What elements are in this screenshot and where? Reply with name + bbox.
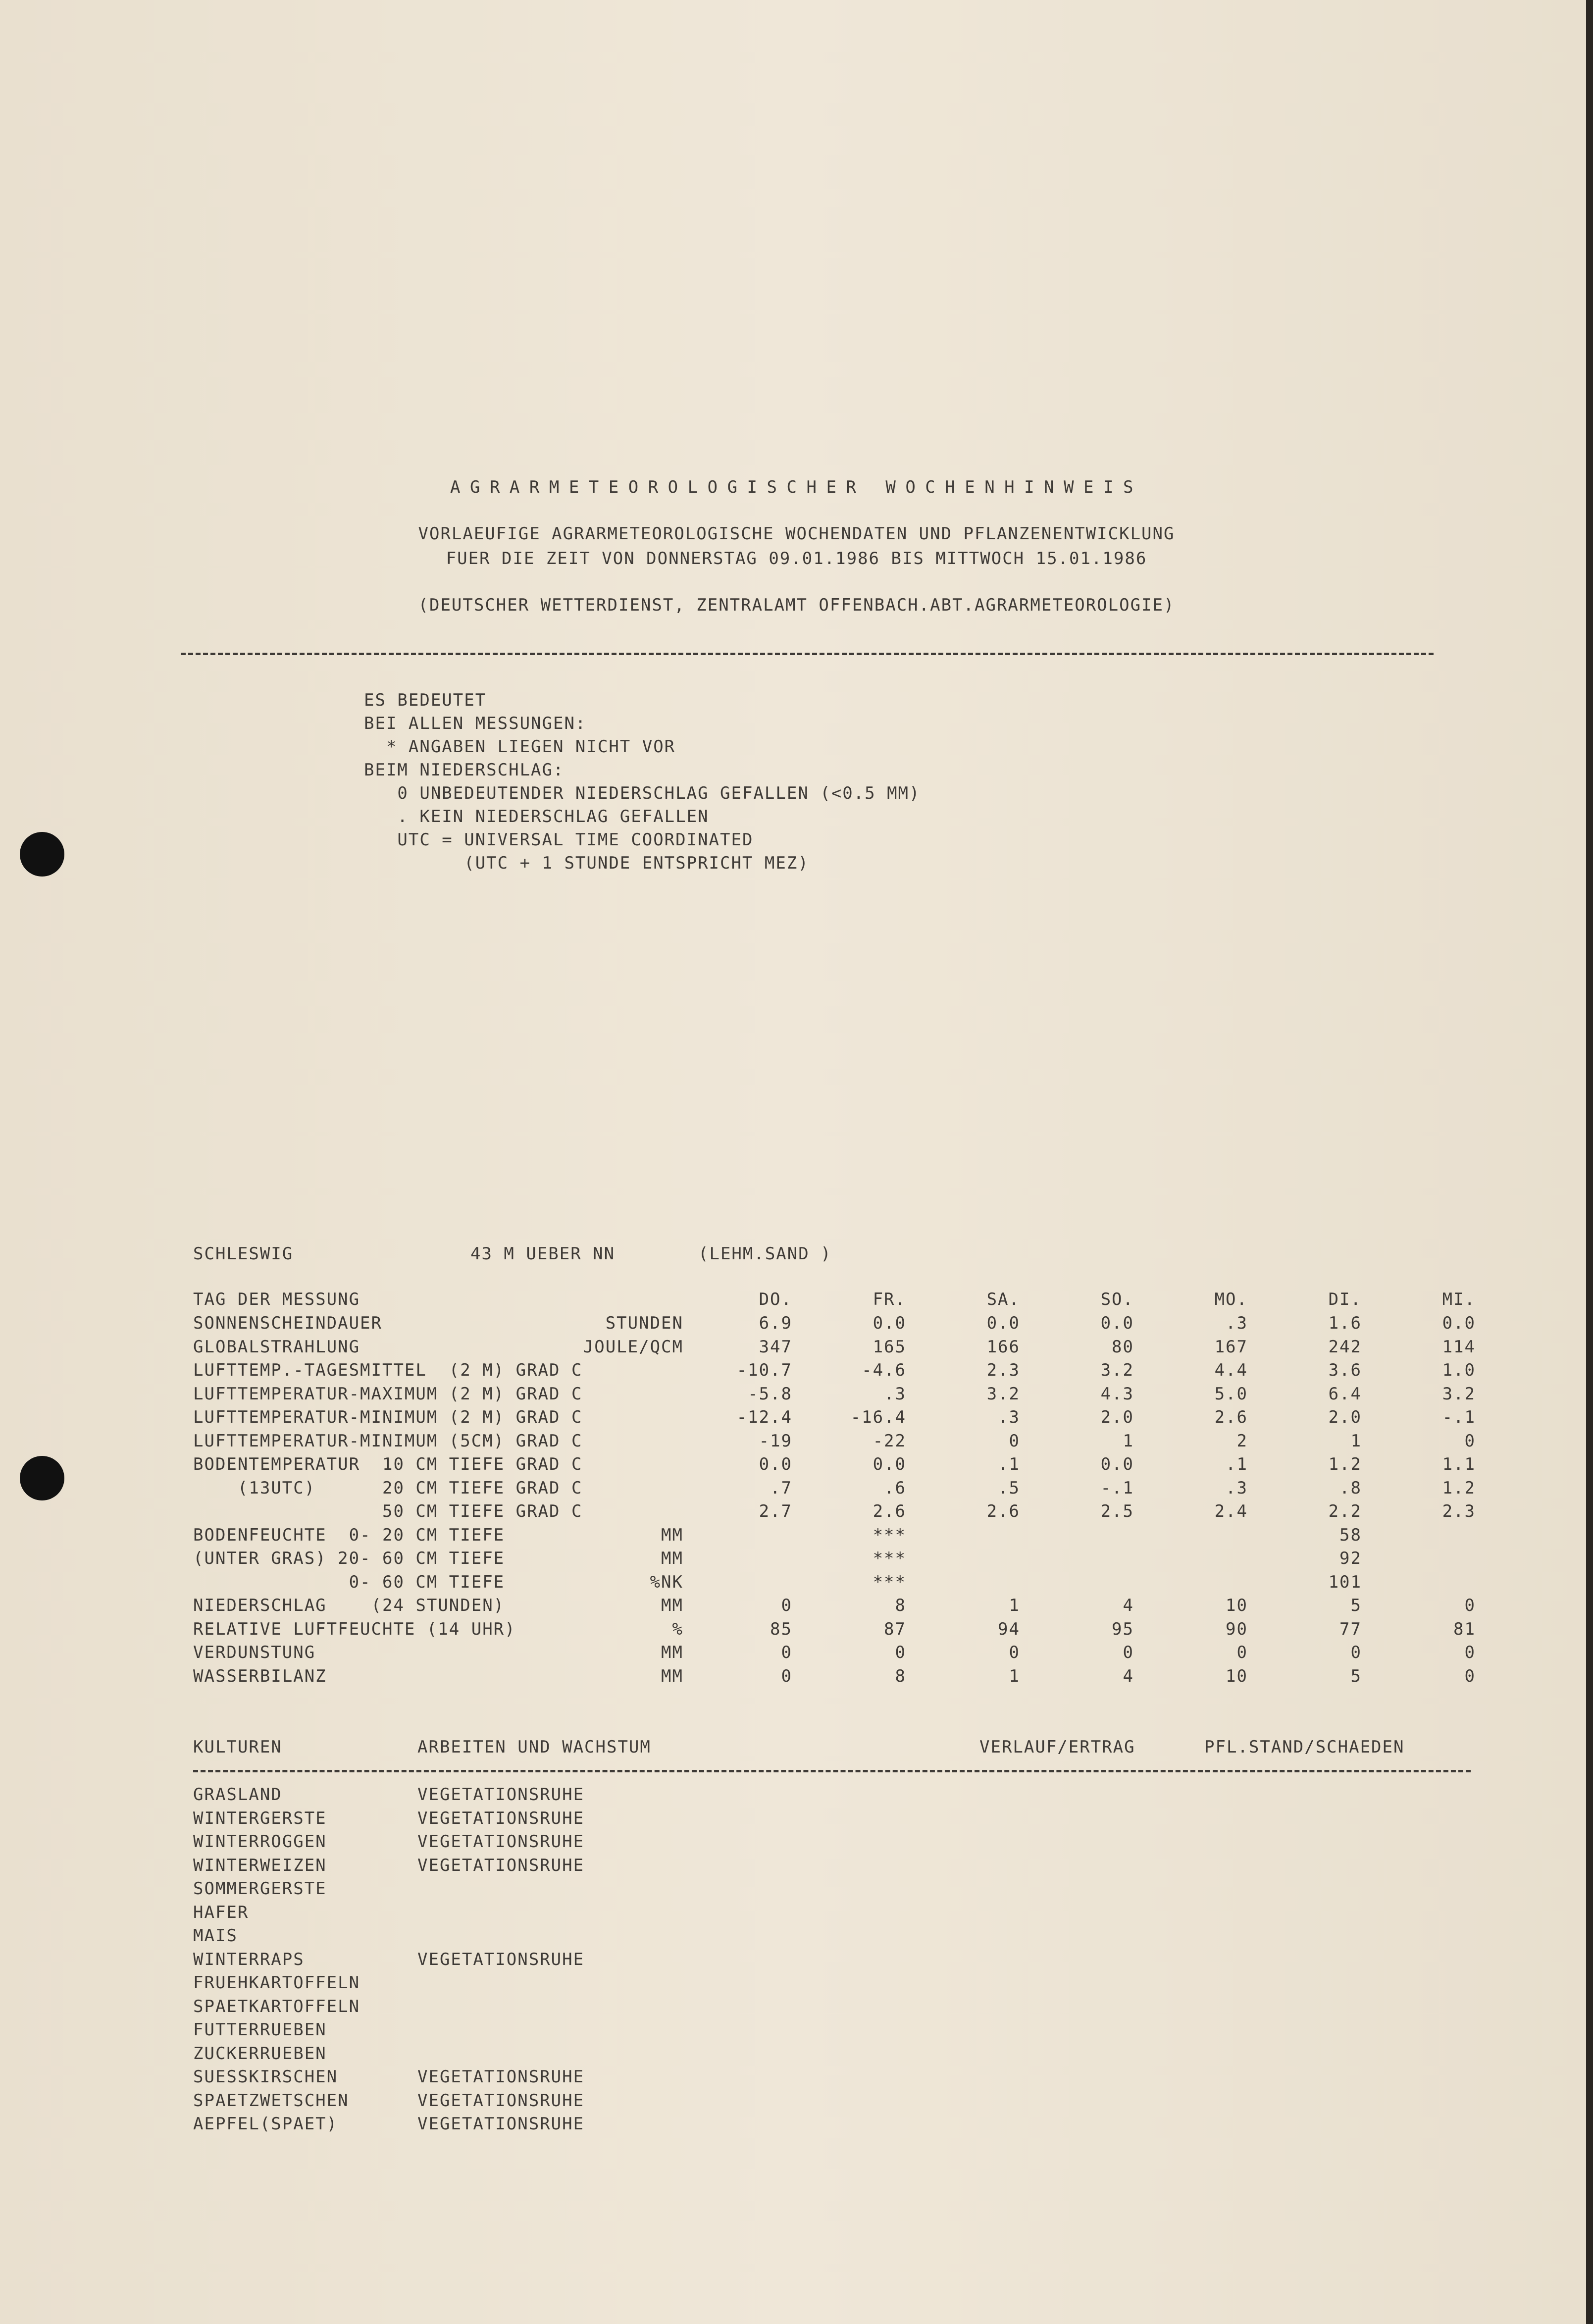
legend-line: . KEIN NIEDERSCHLAG GEFALLEN bbox=[364, 807, 709, 826]
crops-divider bbox=[193, 1770, 1471, 1772]
table-cell: 92 bbox=[1339, 1549, 1362, 1568]
legend-line: UTC = UNIVERSAL TIME COORDINATED bbox=[364, 830, 754, 850]
table-cell: 1 bbox=[1350, 1431, 1362, 1451]
table-cell: 2.3 bbox=[986, 1360, 1020, 1380]
list-item bbox=[0, 2042, 1593, 2066]
crop-status: VEGETATIONSRUHE bbox=[417, 2114, 585, 2134]
row-unit: JOULE/QCM bbox=[583, 1337, 683, 1357]
table-cell: 1.2 bbox=[1328, 1454, 1362, 1474]
row-label: BODENFEUCHTE 0- 20 CM TIEFE bbox=[193, 1525, 505, 1545]
crop-name: MAIS bbox=[193, 1926, 238, 1946]
table-cell: 80 bbox=[1112, 1337, 1134, 1357]
table-cell: 165 bbox=[873, 1337, 906, 1357]
table-row bbox=[0, 1641, 1593, 1664]
legend-line: BEI ALLEN MESSUNGEN: bbox=[364, 714, 587, 733]
table-cell: -10.7 bbox=[736, 1360, 792, 1380]
row-unit: STUNDEN bbox=[605, 1313, 683, 1333]
table-cell: 0 bbox=[781, 1643, 792, 1662]
table-cell: 2.2 bbox=[1328, 1501, 1362, 1521]
list-item bbox=[0, 1854, 1593, 1877]
table-cell: 0.0 bbox=[1442, 1313, 1476, 1333]
table-cell: .8 bbox=[1339, 1478, 1362, 1498]
row-label: 50 CM TIEFE GRAD C bbox=[193, 1501, 583, 1521]
table-cell: 0 bbox=[1009, 1643, 1020, 1662]
table-cell: 10 bbox=[1226, 1596, 1248, 1615]
table-cell: 1.0 bbox=[1442, 1360, 1476, 1380]
day-header: MO. bbox=[1214, 1290, 1248, 1309]
header-divider bbox=[181, 653, 1434, 655]
table-cell: 4.4 bbox=[1214, 1360, 1248, 1380]
legend-line: * ANGABEN LIEGEN NICHT VOR bbox=[364, 737, 676, 757]
list-item bbox=[0, 1924, 1593, 1948]
legend-line: 0 UNBEDEUTENDER NIEDERSCHLAG GEFALLEN (<0.5 MM) bbox=[364, 783, 921, 803]
table-cell: 167 bbox=[1214, 1337, 1248, 1357]
table-cell: 87 bbox=[884, 1619, 906, 1639]
crop-name: WINTERRAPS bbox=[193, 1949, 305, 1969]
table-cell: 3.2 bbox=[1100, 1360, 1134, 1380]
table-cell: 2.3 bbox=[1442, 1501, 1476, 1521]
crop-name: FUTTERRUEBEN bbox=[193, 2020, 327, 2040]
legend-line: BEIM NIEDERSCHLAG: bbox=[364, 760, 565, 780]
table-cell: -.1 bbox=[1442, 1407, 1476, 1427]
table-cell: 0 bbox=[1464, 1431, 1476, 1451]
table-cell: 0 bbox=[1009, 1431, 1020, 1451]
col-crop-header: KULTUREN bbox=[193, 1737, 282, 1757]
table-cell: 0.0 bbox=[759, 1454, 792, 1474]
list-item bbox=[0, 1971, 1593, 1995]
table-cell: 0.0 bbox=[986, 1313, 1020, 1333]
table-cell: 10 bbox=[1226, 1666, 1248, 1686]
table-cell: 2.0 bbox=[1100, 1407, 1134, 1427]
col-work-header: ARBEITEN UND WACHSTUM bbox=[417, 1737, 651, 1757]
table-cell: -16.4 bbox=[850, 1407, 906, 1427]
table-cell: 77 bbox=[1339, 1619, 1362, 1639]
table-cell: 0 bbox=[1123, 1643, 1134, 1662]
table-cell: 5 bbox=[1350, 1596, 1362, 1615]
table-cell: .6 bbox=[884, 1478, 906, 1498]
report-period: FUER DIE ZEIT VON DONNERSTAG 09.01.1986 BIS MITTWOCH 15.01.1986 bbox=[446, 549, 1147, 568]
table-cell: .5 bbox=[998, 1478, 1020, 1498]
table-cell: 2.6 bbox=[1214, 1407, 1248, 1427]
list-item bbox=[0, 1995, 1593, 2018]
table-cell: 85 bbox=[770, 1619, 792, 1639]
crop-status: VEGETATIONSRUHE bbox=[417, 1949, 585, 1969]
list-item bbox=[0, 2112, 1593, 2136]
list-item bbox=[0, 2065, 1593, 2089]
row-label: VERDUNSTUNG bbox=[193, 1643, 316, 1662]
table-cell: .7 bbox=[770, 1478, 792, 1498]
report-title: AGRARMETEOROLOGISCHER WOCHENHINWEIS bbox=[450, 477, 1143, 497]
table-cell: .1 bbox=[1226, 1454, 1248, 1474]
table-cell: *** bbox=[873, 1572, 906, 1592]
table-cell: .1 bbox=[998, 1454, 1020, 1474]
table-cell: 1 bbox=[1123, 1431, 1134, 1451]
table-row bbox=[0, 1452, 1593, 1476]
table-cell: 242 bbox=[1328, 1337, 1362, 1357]
table-cell: 0 bbox=[781, 1596, 792, 1615]
crop-name: WINTERWEIZEN bbox=[193, 1855, 327, 1875]
crop-name: WINTERGERSTE bbox=[193, 1808, 327, 1828]
table-cell: 166 bbox=[986, 1337, 1020, 1357]
list-item bbox=[0, 2089, 1593, 2113]
crop-name: WINTERROGGEN bbox=[193, 1832, 327, 1852]
list-item bbox=[0, 1948, 1593, 1971]
day-header: SO. bbox=[1100, 1290, 1134, 1309]
table-cell: 0.0 bbox=[873, 1313, 906, 1333]
table-cell: 347 bbox=[759, 1337, 792, 1357]
table-cell: 3.2 bbox=[986, 1384, 1020, 1404]
legend-line: ES BEDEUTET bbox=[364, 690, 487, 710]
table-cell: 0 bbox=[1464, 1643, 1476, 1662]
table-cell: .3 bbox=[998, 1407, 1020, 1427]
table-row bbox=[0, 1547, 1593, 1570]
crop-status: VEGETATIONSRUHE bbox=[417, 2067, 585, 2087]
table-cell: 1 bbox=[1009, 1666, 1020, 1686]
table-cell: 0.0 bbox=[1100, 1313, 1134, 1333]
table-row bbox=[0, 1335, 1593, 1359]
row-unit: %NK bbox=[650, 1572, 683, 1592]
row-label: (13UTC) 20 CM TIEFE GRAD C bbox=[193, 1478, 583, 1498]
table-cell: 6.4 bbox=[1328, 1384, 1362, 1404]
table-cell: 8 bbox=[895, 1596, 906, 1615]
table-cell: 3.2 bbox=[1442, 1384, 1476, 1404]
table-row bbox=[0, 1429, 1593, 1453]
table-row bbox=[0, 1311, 1593, 1335]
row-unit: MM bbox=[661, 1596, 683, 1615]
crop-status: VEGETATIONSRUHE bbox=[417, 1832, 585, 1852]
table-cell: 114 bbox=[1442, 1337, 1476, 1357]
table-row bbox=[0, 1382, 1593, 1406]
table-cell: 2 bbox=[1236, 1431, 1248, 1451]
list-item bbox=[0, 1877, 1593, 1901]
table-cell: -5.8 bbox=[748, 1384, 792, 1404]
table-row bbox=[0, 1594, 1593, 1617]
row-label: 0- 60 CM TIEFE bbox=[193, 1572, 505, 1592]
crop-status: VEGETATIONSRUHE bbox=[417, 1808, 585, 1828]
table-cell: 94 bbox=[998, 1619, 1020, 1639]
table-cell: -22 bbox=[873, 1431, 906, 1451]
table-cell: 81 bbox=[1453, 1619, 1476, 1639]
table-cell: -4.6 bbox=[862, 1360, 906, 1380]
table-cell: 1 bbox=[1009, 1596, 1020, 1615]
table-header-row bbox=[0, 1288, 1593, 1311]
table-cell: 0 bbox=[1350, 1643, 1362, 1662]
list-item bbox=[0, 1830, 1593, 1854]
table-cell: 1.1 bbox=[1442, 1454, 1476, 1474]
table-cell: 0 bbox=[1236, 1643, 1248, 1662]
day-label: TAG DER MESSUNG bbox=[193, 1290, 360, 1309]
list-item bbox=[0, 1807, 1593, 1830]
table-cell: 4.3 bbox=[1100, 1384, 1134, 1404]
table-cell: 3.6 bbox=[1328, 1360, 1362, 1380]
crop-name: SPAETKARTOFFELN bbox=[193, 1996, 360, 2016]
row-label: SONNENSCHEINDAUER bbox=[193, 1313, 382, 1333]
col-status-header: PFL.STAND/SCHAEDEN bbox=[1204, 1737, 1405, 1757]
table-cell: 1.6 bbox=[1328, 1313, 1362, 1333]
table-cell: 4 bbox=[1123, 1596, 1134, 1615]
row-label: WASSERBILANZ bbox=[193, 1666, 327, 1686]
crops-header-row bbox=[0, 1735, 1593, 1759]
row-label: GLOBALSTRAHLUNG bbox=[193, 1337, 360, 1357]
table-cell: 4 bbox=[1123, 1666, 1134, 1686]
table-cell: 2.0 bbox=[1328, 1407, 1362, 1427]
table-cell: *** bbox=[873, 1525, 906, 1545]
day-header: FR. bbox=[873, 1290, 906, 1309]
crop-status: VEGETATIONSRUHE bbox=[417, 1855, 585, 1875]
table-cell: 1.2 bbox=[1442, 1478, 1476, 1498]
crop-name: SOMMERGERSTE bbox=[193, 1879, 327, 1899]
crop-name: FRUEHKARTOFFELN bbox=[193, 1973, 360, 1993]
table-row bbox=[0, 1499, 1593, 1523]
row-label: LUFTTEMPERATUR-MINIMUM (5CM) GRAD C bbox=[193, 1431, 583, 1451]
table-cell: 6.9 bbox=[759, 1313, 792, 1333]
table-row bbox=[0, 1617, 1593, 1641]
row-label: BODENTEMPERATUR 10 CM TIEFE GRAD C bbox=[193, 1454, 583, 1474]
crop-status: VEGETATIONSRUHE bbox=[417, 1785, 585, 1805]
crop-name: AEPFEL(SPAET) bbox=[193, 2114, 338, 2134]
day-header: DO. bbox=[759, 1290, 792, 1309]
crop-name: SPAETZWETSCHEN bbox=[193, 2090, 349, 2111]
table-cell: 2.6 bbox=[873, 1501, 906, 1521]
punch-hole-top bbox=[20, 832, 64, 877]
crop-status: VEGETATIONSRUHE bbox=[417, 2090, 585, 2111]
table-cell: 8 bbox=[895, 1666, 906, 1686]
table-cell: 58 bbox=[1339, 1525, 1362, 1545]
table-cell: 2.7 bbox=[759, 1501, 792, 1521]
station-elevation: 43 M UEBER NN bbox=[470, 1244, 616, 1264]
table-cell: 0.0 bbox=[873, 1454, 906, 1474]
table-cell: *** bbox=[873, 1549, 906, 1568]
table-cell: 101 bbox=[1328, 1572, 1362, 1592]
row-unit: MM bbox=[661, 1666, 683, 1686]
row-unit: MM bbox=[661, 1643, 683, 1662]
table-cell: 2.4 bbox=[1214, 1501, 1248, 1521]
row-label: RELATIVE LUFTFEUCHTE (14 UHR) bbox=[193, 1619, 516, 1639]
list-item bbox=[0, 1783, 1593, 1807]
day-header: MI. bbox=[1442, 1290, 1476, 1309]
table-row bbox=[0, 1523, 1593, 1547]
row-label: LUFTTEMPERATUR-MAXIMUM (2 M) GRAD C bbox=[193, 1384, 583, 1404]
row-label: LUFTTEMP.-TAGESMITTEL (2 M) GRAD C bbox=[193, 1360, 583, 1380]
row-label: (UNTER GRAS) 20- 60 CM TIEFE bbox=[193, 1549, 505, 1568]
table-row bbox=[0, 1358, 1593, 1382]
table-row bbox=[0, 1570, 1593, 1594]
table-row bbox=[0, 1405, 1593, 1429]
table-cell: -12.4 bbox=[736, 1407, 792, 1427]
table-cell: -19 bbox=[759, 1431, 792, 1451]
table-cell: .3 bbox=[1226, 1313, 1248, 1333]
table-row bbox=[0, 1476, 1593, 1500]
row-unit: MM bbox=[661, 1549, 683, 1568]
row-label: NIEDERSCHLAG (24 STUNDEN) bbox=[193, 1596, 505, 1615]
table-cell: 0 bbox=[1464, 1666, 1476, 1686]
table-cell: -.1 bbox=[1100, 1478, 1134, 1498]
table-cell: 0 bbox=[781, 1666, 792, 1686]
day-header: DI. bbox=[1328, 1290, 1362, 1309]
table-cell: 90 bbox=[1226, 1619, 1248, 1639]
crop-name: SUESSKIRSCHEN bbox=[193, 2067, 338, 2087]
table-cell: 2.6 bbox=[986, 1501, 1020, 1521]
crop-name: ZUCKERRUEBEN bbox=[193, 2043, 327, 2064]
table-cell: 2.5 bbox=[1100, 1501, 1134, 1521]
row-label: LUFTTEMPERATUR-MINIMUM (2 M) GRAD C bbox=[193, 1407, 583, 1427]
station-soil: (LEHM.SAND ) bbox=[698, 1244, 832, 1264]
table-cell: 0 bbox=[1464, 1596, 1476, 1615]
report-subtitle: VORLAEUFIGE AGRARMETEOROLOGISCHE WOCHENDATEN UND PFLANZENENTWICKLUNG bbox=[418, 524, 1175, 544]
table-cell: 95 bbox=[1112, 1619, 1134, 1639]
crop-name: HAFER bbox=[193, 1902, 249, 1922]
table-cell: .3 bbox=[1226, 1478, 1248, 1498]
table-cell: 5.0 bbox=[1214, 1384, 1248, 1404]
row-unit: MM bbox=[661, 1525, 683, 1545]
list-item bbox=[0, 2018, 1593, 2042]
table-cell: 5 bbox=[1350, 1666, 1362, 1686]
table-row bbox=[0, 1664, 1593, 1688]
row-unit: % bbox=[672, 1619, 683, 1639]
col-yield-header: VERLAUF/ERTRAG bbox=[979, 1737, 1135, 1757]
station-name: SCHLESWIG bbox=[193, 1244, 294, 1264]
table-cell: 0 bbox=[895, 1643, 906, 1662]
crop-name: GRASLAND bbox=[193, 1785, 282, 1805]
report-source: (DEUTSCHER WETTERDIENST, ZENTRALAMT OFFENBACH.ABT.AGRARMETEOROLOGIE) bbox=[418, 595, 1175, 615]
table-cell: 0.0 bbox=[1100, 1454, 1134, 1474]
legend-line: (UTC + 1 STUNDE ENTSPRICHT MEZ) bbox=[364, 853, 809, 873]
table-cell: .3 bbox=[884, 1384, 906, 1404]
list-item bbox=[0, 1901, 1593, 1924]
day-header: SA. bbox=[986, 1290, 1020, 1309]
